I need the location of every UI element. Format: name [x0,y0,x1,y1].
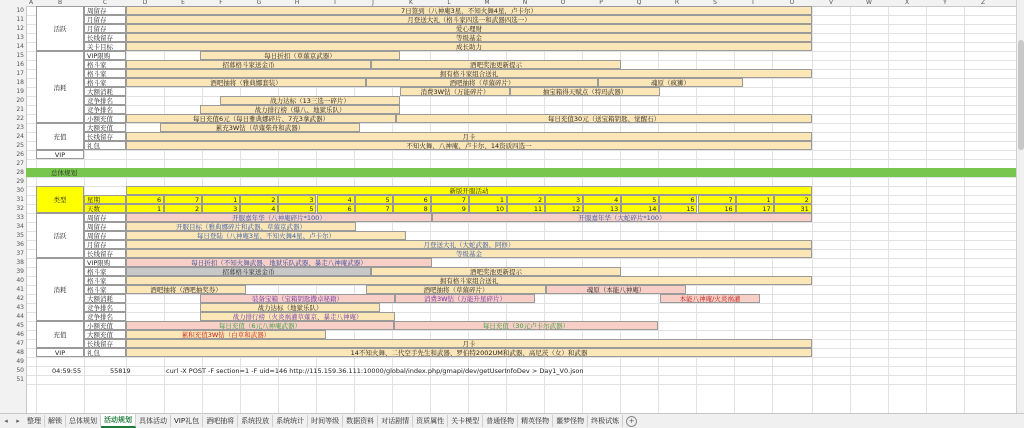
top-c14[interactable]: 成长助力 [126,42,812,51]
row-header[interactable]: 24 [0,132,26,141]
row-header[interactable]: 47 [0,339,26,348]
row-header[interactable]: 42 [0,294,26,303]
plan-label-r38[interactable]: VIP限购 [84,258,126,267]
weekday-cell[interactable]: 5 [621,195,659,204]
plan-label-r43[interactable]: 竞争排名 [84,303,126,312]
group-chongzhi[interactable]: 充值 [36,123,84,150]
column-header[interactable]: F [219,0,223,6]
label-r11[interactable]: 月留存 [84,15,126,24]
weekday-cell[interactable]: 6 [393,195,431,204]
column-header[interactable]: S [713,0,717,6]
row-header[interactable]: 14 [0,42,26,51]
plan-label-r34[interactable]: 周留存 [84,222,126,231]
day-number-cell[interactable]: 5 [278,204,316,213]
row-header[interactable]: 23 [0,123,26,132]
tab-prev-icon[interactable]: ◂ [4,417,8,425]
sheet-tab[interactable]: 普通怪物 [483,415,518,427]
row-header[interactable]: 38 [0,258,26,267]
weekday-cell[interactable]: 1 [736,195,774,204]
label-r19[interactable]: 大额消耗 [84,87,126,96]
grid-line [26,312,1016,313]
plan-c39b[interactable]: 酒吧奖池更新提示 [371,267,621,276]
plan-c47[interactable]: 月卡 [126,339,812,348]
row-header[interactable]: 51 [0,375,26,384]
plan-c33a[interactable]: 开服嘉年华（八神庵碎片*100） [126,213,432,222]
top-c19b[interactable]: 抽宝箱得天赋点（特玛武器） [510,87,660,96]
row-header[interactable]: 22 [0,114,26,123]
row-header[interactable]: 18 [0,78,26,87]
plan-group-huoyue[interactable]: 活跃 [36,213,84,258]
grid-line [26,159,1016,160]
grid-line [850,6,851,413]
label-r22[interactable]: 小额充值 [84,114,126,123]
sheet-tab[interactable]: 关卡模型 [448,415,483,427]
sheet-tab[interactable]: 整理 [24,415,45,427]
row-header[interactable]: 44 [0,312,26,321]
row-header[interactable]: 21 [0,105,26,114]
grid-line [26,150,1016,151]
weekday-cell[interactable]: 7 [164,195,202,204]
day-number-cell[interactable]: 4 [240,204,278,213]
column-header[interactable]: Q [636,0,642,6]
grid-line [26,51,1016,52]
sheet-tab[interactable]: 活动规划 [101,414,136,428]
sheet-tab[interactable]: 酒吧抽将 [203,415,238,427]
day-number-cell[interactable]: 31 [774,204,812,213]
top-c19a[interactable]: 消费3W钻（万能碎片） [400,87,510,96]
log-command[interactable]: curl -X POST -F section=1 -F uid=146 http://115.159.36.111:10000/global/index.php/gmapi/dev/getUserInfoDev > Day1_V0.json [166,367,584,375]
plan-group-vip[interactable]: VIP [36,348,84,357]
log-count[interactable]: 55819 [110,367,131,375]
weekday-cell[interactable]: 2 [507,195,545,204]
grid-line [26,105,1016,106]
group-huoyue[interactable]: 活跃 [36,6,84,51]
log-time[interactable]: 04:59:55 [52,367,82,375]
plan-group-xiaohao[interactable]: 消耗 [36,258,84,321]
plan-label-r36[interactable]: 月留存 [84,240,126,249]
group-vip[interactable]: VIP [36,150,84,159]
sheet-tab[interactable]: 对话剧情 [378,415,413,427]
row-header[interactable]: 11 [0,15,26,24]
top-c18c[interactable]: 魂原（疯狮） [598,78,743,87]
plan-label-r48[interactable]: 礼包 [84,348,126,357]
plan-c42a[interactable]: 装备宝箱（宝箱钥匙撒卓秘籍） [200,294,395,303]
plan-group-chongzhi[interactable]: 充值 [36,321,84,348]
top-c11[interactable]: 月登送大礼（格斗家四选一和武器四选一） [126,15,812,24]
top-c24[interactable]: 月卡 [126,132,812,141]
vertical-scrollbar[interactable] [1016,0,1024,413]
top-c18b[interactable]: 酒吧抽将（草薙碎片） [366,78,598,87]
row-header[interactable]: 37 [0,249,26,258]
section-title[interactable]: 总体规划 [26,168,1016,177]
label-r23[interactable]: 大额充值 [84,123,126,132]
row-header[interactable]: 31 [0,195,26,204]
plan-label-r33[interactable]: 周留存 [84,213,126,222]
grid-line [26,303,1016,304]
column-header[interactable]: Y [943,0,947,6]
weekday-cell[interactable]: 5 [355,195,393,204]
weekday-cell[interactable]: 2 [240,195,278,204]
day-number-cell[interactable]: 11 [507,204,545,213]
row-header[interactable]: 28 [0,168,26,177]
plan-c45a[interactable]: 每日充值（6元八神庵武器） [126,321,394,330]
day-number-cell[interactable]: 10 [469,204,507,213]
column-header[interactable]: E [181,0,185,6]
label-r24[interactable]: 长线留存 [84,132,126,141]
row-header[interactable]: 15 [0,51,26,60]
grid-line [926,6,927,413]
label-r20[interactable]: 竞争排名 [84,96,126,105]
plan-c42c[interactable]: 本能八神庵/火炎祸灌 [660,294,760,303]
label-r21[interactable]: 竞争排名 [84,105,126,114]
day-number-cell[interactable]: 1 [126,204,164,213]
weekday-cell[interactable]: 1 [202,195,240,204]
label-r16[interactable]: 格斗家 [84,60,126,69]
grid-line [888,6,889,413]
top-c22a[interactable]: 每日充值6元（每日雅典娜碎片、7充3拿武器） [126,114,396,123]
top-c25[interactable]: 不知火舞、八神庵、卢卡尔、14资质四选一 [126,141,812,150]
plan-c37[interactable]: 等级基金 [126,249,812,258]
top-c22b[interactable]: 每日充值30元（送宝箱钥匙、觉醒石） [396,114,812,123]
weekday-cell[interactable]: 3 [278,195,316,204]
column-header[interactable]: G [256,0,262,6]
column-header[interactable]: L [447,0,451,6]
plan-c46[interactable]: 累积充值3W钻（白草和武器） [126,330,326,339]
column-header[interactable]: I [334,0,336,6]
row-header[interactable]: 26 [0,150,26,159]
sheet-tab[interactable]: 资质属性 [413,415,448,427]
plan-label-r41[interactable]: 格斗家 [84,285,126,294]
grid-line [26,177,1016,178]
weekday-cell[interactable]: 3 [545,195,583,204]
column-header[interactable]: M [484,0,490,6]
day-number-cell[interactable]: 7 [355,204,393,213]
day-number-cell[interactable]: 9 [431,204,469,213]
column-header[interactable]: C [102,0,108,6]
column-header[interactable]: H [294,0,300,6]
label-r18[interactable]: 格斗家 [84,78,126,87]
plan-label-r39[interactable]: 格斗家 [84,267,126,276]
grid-line [26,384,1016,385]
column-header[interactable]: B [57,0,63,6]
grid-line [812,6,813,413]
row-header[interactable]: 30 [0,186,26,195]
row-header[interactable]: 29 [0,177,26,186]
sheet-tab[interactable]: 具体活动 [136,415,171,427]
sheet-tab[interactable]: 精英怪物 [518,415,553,427]
plan-c36[interactable]: 月登送大礼（大蛇武器、阿修） [126,240,812,249]
top-c18a[interactable]: 酒吧抽将（雅典娜套装） [126,78,366,87]
column-header[interactable]: K [409,0,413,6]
plan-label-r37[interactable]: 长线留存 [84,249,126,258]
weekday-cell[interactable]: 2 [774,195,812,204]
day-number-cell[interactable]: 17 [736,204,774,213]
day-number-cell[interactable]: 15 [659,204,697,213]
sheet-tab[interactable]: 数据资料 [343,415,378,427]
column-header[interactable]: P [599,0,603,6]
label-r14[interactable]: 关卡目标 [84,42,126,51]
plan-c48[interactable]: 14不知火舞、二代空手先生和武器、罗伯特2002UM和武器、高尼茨（女）和武器 [126,348,812,357]
plan-c45b[interactable]: 每日充值（30元卢卡尔武器） [394,321,658,330]
sheet-tab[interactable]: 时间等级 [308,415,343,427]
grid-line [26,375,1016,376]
day-number-cell[interactable]: 14 [621,204,659,213]
column-header[interactable]: D [142,0,148,6]
column-header[interactable]: Z [980,0,986,6]
row-header[interactable]: 39 [0,267,26,276]
grid-line [26,357,1016,358]
day-number-cell[interactable]: 3 [202,204,240,213]
row-header[interactable]: 16 [0,60,26,69]
day-number-cell[interactable]: 13 [583,204,621,213]
scrollbar-thumb[interactable] [1018,40,1024,150]
label-r25[interactable]: 礼包 [84,141,126,150]
row-header[interactable]: 13 [0,33,26,42]
weekday-cell[interactable]: 4 [583,195,621,204]
grid-line [26,96,1016,97]
plan-c33b[interactable]: 开服嘉年华（大蛇碎片*100） [432,213,812,222]
column-header[interactable]: N [522,0,528,6]
sheet-tab-bar [0,413,1024,428]
column-header[interactable]: U [789,0,795,6]
weekday-cell[interactable]: 1 [469,195,507,204]
add-sheet-icon[interactable]: + [626,416,637,427]
row-header[interactable]: 48 [0,348,26,357]
row-header[interactable]: 27 [0,159,26,168]
day-number-cell[interactable]: 2 [164,204,202,213]
top-c20[interactable]: 战力达标（13三选一碎片） [220,96,400,105]
plan-banner[interactable]: 新版开服活动 [126,186,812,195]
plan-c44[interactable]: 战力排行榜（火炎祸灌草薙京、暴走八神庵） [200,312,395,321]
weekday-cell[interactable]: 7 [698,195,736,204]
sheet-tab[interactable]: 系统统计 [273,415,308,427]
sheet-tab[interactable]: 系统投放 [238,415,273,427]
row-header[interactable]: 25 [0,141,26,150]
row-header[interactable]: 12 [0,24,26,33]
top-c23[interactable]: 累充3W钻（草薙柴舟和武器） [160,123,360,132]
column-header[interactable]: W [866,0,872,6]
row-header[interactable]: 49 [0,357,26,366]
column-header[interactable]: R [674,0,680,6]
row-header[interactable]: 36 [0,240,26,249]
column-header[interactable]: V [828,0,834,6]
plan-c34[interactable]: 开服目标（雅典娜碎片和武器、草薙京武器） [126,222,356,231]
label-r12[interactable]: 月留存 [84,24,126,33]
plan-c43[interactable]: 战力达标（地狱乐队） [200,303,380,312]
label-r10[interactable]: 周留存 [84,6,126,15]
row-header[interactable]: 45 [0,321,26,330]
weekday-cell[interactable]: 6 [659,195,697,204]
plan-c41b[interactable]: 酒吧抽将（草薙碎片） [366,285,546,294]
day-label[interactable]: 天数 [84,204,126,213]
column-header[interactable]: J [372,0,374,6]
sheet-tab[interactable]: VIP礼包 [171,415,203,427]
grid-line [964,6,965,413]
column-header[interactable]: A [28,0,34,6]
row-header[interactable]: 46 [0,330,26,339]
sheet-tab[interactable]: 噩梦怪物 [553,415,588,427]
label-r13[interactable]: 长线留存 [84,33,126,42]
weekday-cell[interactable]: 4 [317,195,355,204]
row-header[interactable]: 35 [0,231,26,240]
week-label[interactable]: 星期 [84,195,126,204]
plan-c42b[interactable]: 消费3W钻（万能升星碎片） [395,294,535,303]
column-header[interactable]: T [751,0,755,6]
top-c15[interactable]: 每日折扣（草薙京武器） [200,51,400,60]
row-header[interactable]: 40 [0,276,26,285]
row-header[interactable]: 20 [0,96,26,105]
plan-c41c[interactable]: 魂原（本能八神庵） [546,285,686,294]
row-header[interactable]: 19 [0,87,26,96]
plan-c38[interactable]: 每日折扣（不知火舞武器、地狱乐队武器、暴走八神庵武器） [126,258,432,267]
tab-next-icon[interactable]: ▸ [16,417,20,425]
row-header[interactable]: 33 [0,213,26,222]
sheet-tab[interactable]: 终极试炼 [588,415,623,427]
top-c16b[interactable]: 酒吧奖池更新提示 [371,60,621,69]
plan-label-r35[interactable]: 周留存 [84,231,126,240]
row-header[interactable]: 32 [0,204,26,213]
plan-c40[interactable]: 拥有格斗家组合送礼 [126,276,812,285]
top-c16a[interactable]: 招募格斗家送金币 [126,60,371,69]
plan-label-r45[interactable]: 小额充值 [84,321,126,330]
plan-label-r44[interactable]: 竞争排名 [84,312,126,321]
plan-c35[interactable]: 每日登陆（八神庵3星、不知火舞4星、卢卡尔） [126,231,406,240]
row-header[interactable]: 17 [0,69,26,78]
day-number-cell[interactable]: 8 [393,204,431,213]
row-header[interactable]: 43 [0,303,26,312]
row-header[interactable]: 10 [0,6,26,15]
day-number-cell[interactable]: 12 [545,204,583,213]
plan-label-r42[interactable]: 大额消耗 [84,294,126,303]
weekday-cell[interactable]: 6 [126,195,164,204]
sheet-tab[interactable]: 解锁 [45,415,66,427]
plan-type-label[interactable]: 类型 [36,186,84,213]
column-header[interactable]: X [904,0,910,6]
label-r17[interactable]: 格斗家 [84,69,126,78]
row-header[interactable]: 41 [0,285,26,294]
top-c13[interactable]: 等级基金 [126,33,812,42]
row-header[interactable]: 50 [0,366,26,375]
day-number-cell[interactable]: 6 [317,204,355,213]
weekday-cell[interactable]: 7 [431,195,469,204]
plan-label-r47[interactable]: 长线留存 [84,339,126,348]
plan-c41a[interactable]: 酒吧抽将（酒吧抽奖券） [126,285,246,294]
row-header[interactable]: 34 [0,222,26,231]
group-xiaohao[interactable]: 消耗 [36,51,84,123]
day-number-cell[interactable]: 16 [698,204,736,213]
column-header[interactable]: O [560,0,566,6]
sheet-tab[interactable]: 总体规划 [66,415,101,427]
top-c17[interactable]: 拥有格斗家组合送礼 [126,69,812,78]
label-r15[interactable]: VIP限购 [84,51,126,60]
top-c12[interactable]: 爱心理财 [126,24,812,33]
plan-label-r40[interactable]: 格斗家 [84,276,126,285]
plan-c39a[interactable]: 招募格斗家送金币 [126,267,371,276]
plan-label-r46[interactable]: 大额充值 [84,330,126,339]
top-c21[interactable]: 战力排行榜（爆八、地狱乐队） [200,105,400,114]
top-c10[interactable]: 7日签到（八神庵3星，不知火舞4星，卢卡尔） [126,6,812,15]
